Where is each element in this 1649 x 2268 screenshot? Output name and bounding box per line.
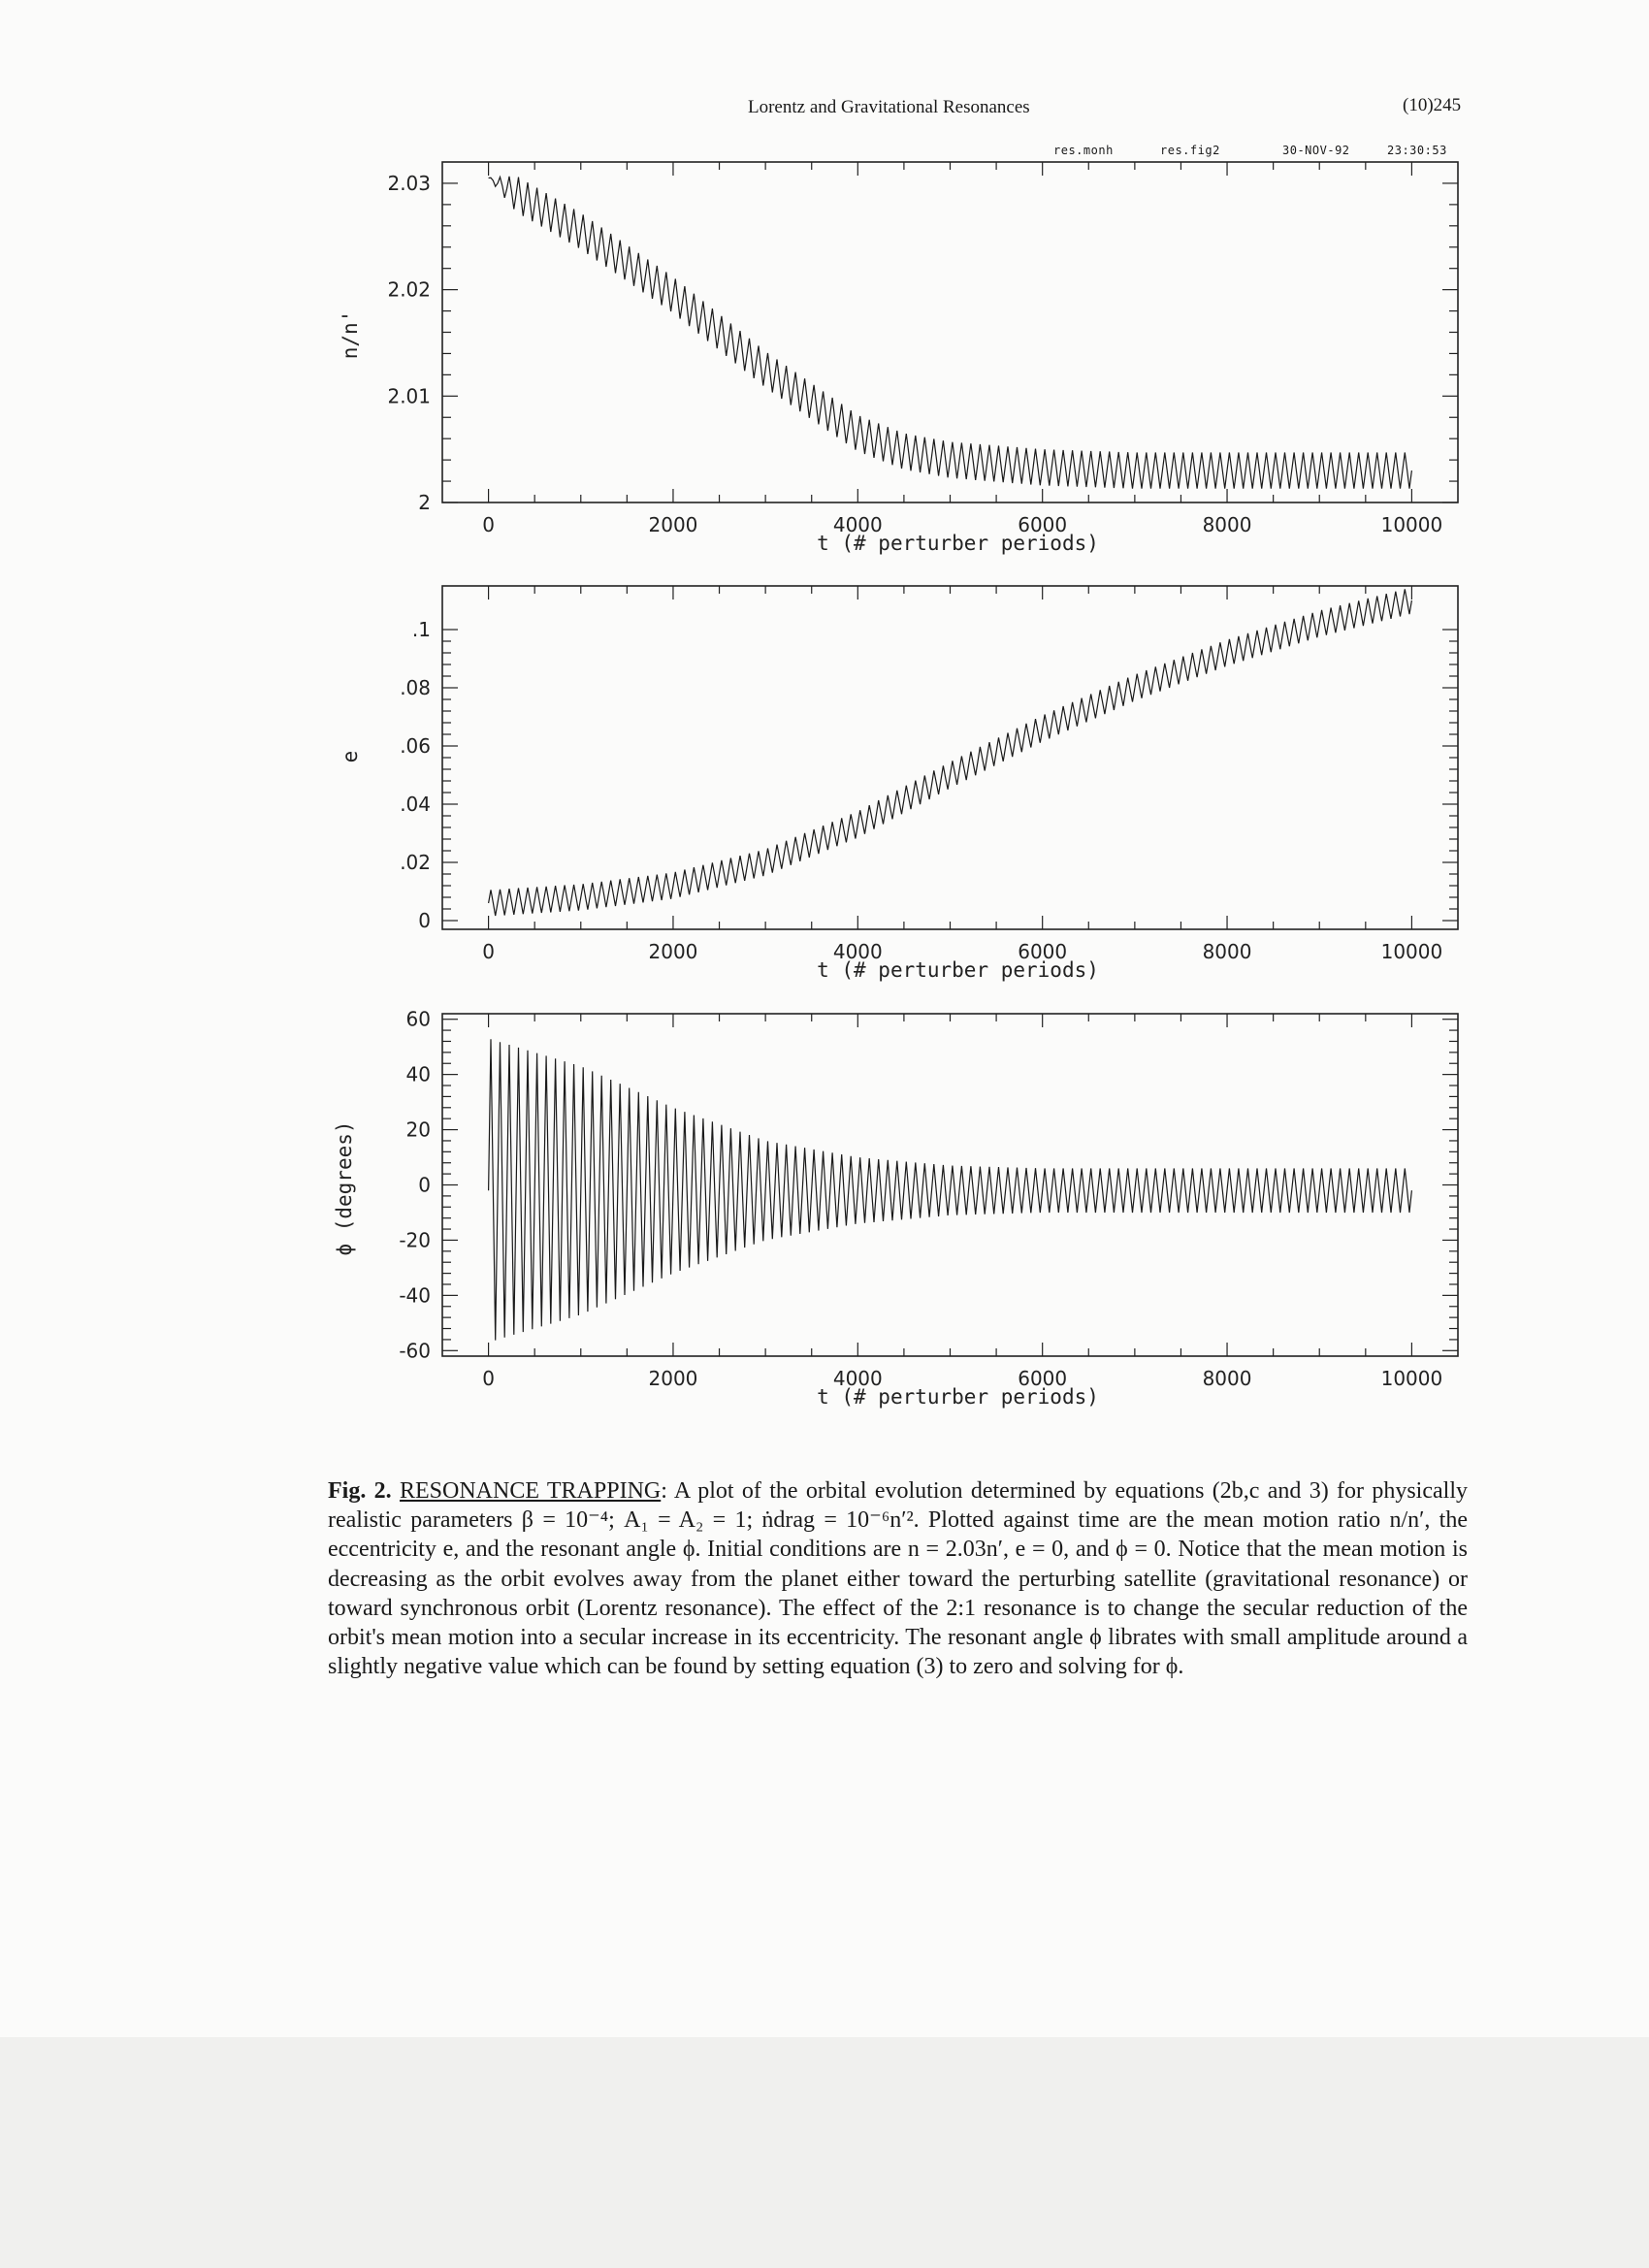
x-tick-label: 2000 [648,513,698,536]
meta-date: 30-NOV-92 [1282,144,1350,157]
x-tick-label: 6000 [1018,1367,1068,1390]
x-tick-label: 4000 [832,513,883,536]
series-line-1 [489,177,1412,489]
x-tick-label: 8000 [1202,940,1252,963]
y-axis-label: n/n' [339,309,362,360]
y-tick-label: 40 [405,1062,431,1086]
y-tick-label: .04 [400,793,431,816]
x-axis-label: t (# perturber periods) [817,958,1099,982]
y-axis-label: e [339,750,362,763]
y-tick-label: .1 [411,618,431,641]
y-tick-label: .08 [400,676,431,699]
series-line-3 [489,1039,1412,1340]
x-tick-label: 2000 [648,1367,698,1390]
y-tick-label: 2.01 [387,384,431,408]
meta-file1: res.monh [1053,144,1114,157]
x-tick-label: 0 [482,1367,495,1390]
x-tick-label: 8000 [1202,513,1252,536]
y-tick-label: 0 [418,1173,431,1197]
y-tick-label: 60 [405,1007,431,1031]
x-tick-label: 6000 [1018,513,1068,536]
meta-file2: res.fig2 [1160,144,1220,157]
x-tick-label: 0 [482,513,495,536]
y-tick-label: 2.02 [387,277,431,302]
x-axis-label: t (# perturber periods) [817,1385,1099,1409]
x-axis-label: t (# perturber periods) [817,532,1099,555]
y-axis-label: ϕ (degrees) [333,1120,356,1256]
figure-caption [328,1476,1468,1681]
x-tick-label: 4000 [832,1367,883,1390]
y-tick-label: 20 [405,1118,431,1142]
x-tick-label: 8000 [1202,1367,1252,1390]
plot-frame-2 [442,586,1458,929]
x-tick-label: 4000 [832,940,883,963]
y-tick-label: 2.03 [387,171,431,195]
y-tick-label: .02 [400,851,431,874]
x-tick-label: 0 [482,940,495,963]
y-tick-label: -60 [399,1339,431,1363]
series-line-2 [489,589,1412,916]
y-tick-label: 0 [418,909,431,932]
x-tick-label: 10000 [1380,940,1443,963]
y-tick-label: -40 [399,1283,431,1308]
caption-title: RESONANCE TRAPPING [399,1478,662,1504]
y-tick-label: 2 [418,491,431,514]
plot-frame-1 [442,162,1458,502]
x-tick-label: 10000 [1380,513,1443,536]
x-tick-label: 6000 [1018,940,1068,963]
caption-label: Fig. 2. [328,1478,392,1504]
page-number: (10)245 [1403,95,1462,115]
x-tick-label: 10000 [1380,1367,1443,1390]
x-tick-label: 2000 [648,940,698,963]
y-tick-label: .06 [400,734,431,758]
caption-body: : A plot of the orbital evolution determined by equations (2b,c and 3) for physically realistic parameters β = 10⁻⁴; A₁ = A₂ = 1; ṅdrag = 10⁻⁶n′². Plotted against time are the mean motion ratio n/n′, the eccentricity e, and the resonant angle ϕ. Initial conditions are n = 2.03n′, e = 0, and ϕ = 0. Notice that the mean motion is decreasing as the orbit evolves away from the planet either toward the perturbing satellite (gravitational resonance) or toward synchronous orbit (Lorentz resonance). The effect of the 2:1 resonance is to change the secular reduction of the orbit's mean motion into a secular increase in its eccentricity. The resonant angle ϕ librates with small amplitude around a slightly negative value which can be found by setting equation (3) to zero and solving for ϕ. [328,1478,1468,1680]
y-tick-label: -20 [399,1228,431,1252]
running-title: Lorentz and Gravitational Resonances [748,97,1030,117]
meta-time: 23:30:53 [1387,144,1447,157]
